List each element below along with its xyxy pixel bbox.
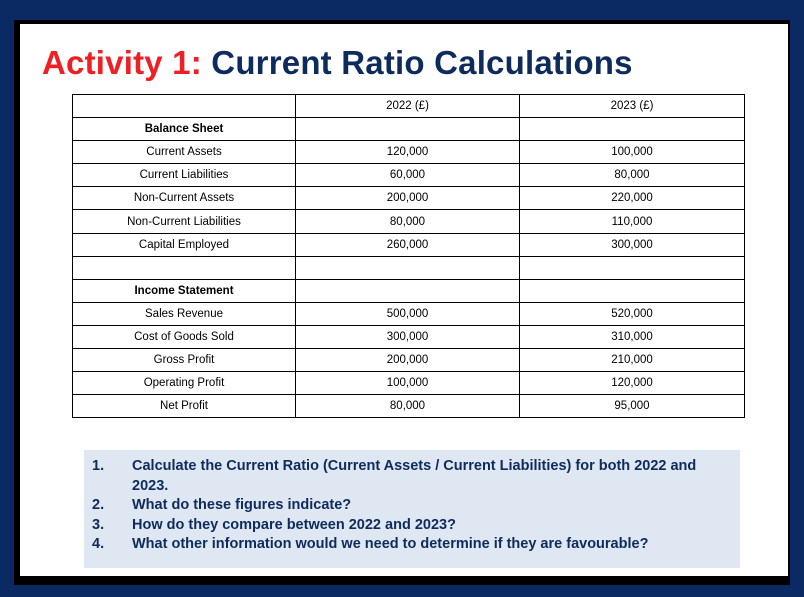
title-main: Current Ratio Calculations: [211, 44, 633, 81]
question-text: Calculate the Current Ratio (Current Assets / Current Liabilities) for both 2022 and 2023.: [132, 458, 697, 494]
question-item: [92, 535, 730, 555]
question-item: [92, 496, 730, 516]
row-label: Net Profit: [73, 395, 296, 418]
value-2023: 95,000: [520, 395, 745, 418]
value-2022: 500,000: [296, 302, 520, 325]
row-label: Current Assets: [73, 141, 296, 164]
table-row: [73, 372, 745, 395]
slide-title: [42, 44, 633, 82]
slide: [20, 24, 788, 576]
value-2023: 100,000: [520, 141, 745, 164]
income-statement-heading: Income Statement: [73, 279, 296, 302]
value-2023: 220,000: [520, 187, 745, 210]
balance-sheet-heading-row: [73, 118, 745, 141]
header-label-cell: [73, 95, 296, 118]
questions-list: [92, 457, 730, 555]
question-number: 1.: [92, 458, 105, 474]
header-2022: 2022 (£): [296, 95, 520, 118]
value-2022: 200,000: [296, 187, 520, 210]
table-row: [73, 349, 745, 372]
value-2022: 260,000: [296, 233, 520, 256]
income-statement-heading-row: [73, 279, 745, 302]
question-text: How do they compare between 2022 and 2023?: [132, 516, 456, 533]
empty-cell: [296, 256, 520, 279]
table-row: [73, 210, 745, 233]
spacer-row: [73, 256, 745, 279]
question-item: [92, 457, 730, 496]
empty-cell: [73, 256, 296, 279]
header-2023: 2023 (£): [520, 95, 745, 118]
financial-table: [72, 94, 745, 418]
row-label: Sales Revenue: [73, 302, 296, 325]
question-number: 3.: [92, 516, 105, 533]
table-row: [73, 395, 745, 418]
row-label: Capital Employed: [73, 233, 296, 256]
table-row: [73, 302, 745, 325]
question-item: [92, 516, 730, 536]
value-2022: 60,000: [296, 164, 520, 187]
empty-cell: [520, 256, 745, 279]
row-label: Operating Profit: [73, 372, 296, 395]
question-number: 4.: [92, 536, 105, 552]
header-row: [73, 95, 745, 118]
value-2022: 80,000: [296, 395, 520, 418]
empty-cell: [296, 118, 520, 141]
title-prefix: Activity 1:: [42, 44, 202, 81]
table-row: [73, 233, 745, 256]
table-row: [73, 164, 745, 187]
row-label: Cost of Goods Sold: [73, 325, 296, 348]
question-number: 2.: [92, 497, 105, 513]
value-2023: 120,000: [520, 372, 745, 395]
table-row: [73, 187, 745, 210]
value-2023: 310,000: [520, 325, 745, 348]
empty-cell: [520, 279, 745, 302]
question-text: What do these figures indicate?: [132, 497, 352, 513]
value-2023: 520,000: [520, 302, 745, 325]
value-2022: 100,000: [296, 372, 520, 395]
value-2023: 210,000: [520, 349, 745, 372]
value-2022: 200,000: [296, 349, 520, 372]
empty-cell: [296, 279, 520, 302]
row-label: Gross Profit: [73, 349, 296, 372]
balance-sheet-heading: Balance Sheet: [73, 118, 296, 141]
value-2023: 300,000: [520, 233, 745, 256]
value-2023: 80,000: [520, 164, 745, 187]
table-row: [73, 325, 745, 348]
row-label: Non-Current Liabilities: [73, 210, 296, 233]
row-label: Non-Current Assets: [73, 187, 296, 210]
table-row: [73, 141, 745, 164]
value-2022: 120,000: [296, 141, 520, 164]
value-2022: 80,000: [296, 210, 520, 233]
value-2022: 300,000: [296, 325, 520, 348]
empty-cell: [520, 118, 745, 141]
questions-box: [84, 450, 740, 568]
question-text: What other information would we need to determine if they are favourable?: [132, 536, 649, 552]
row-label: Current Liabilities: [73, 164, 296, 187]
value-2023: 110,000: [520, 210, 745, 233]
